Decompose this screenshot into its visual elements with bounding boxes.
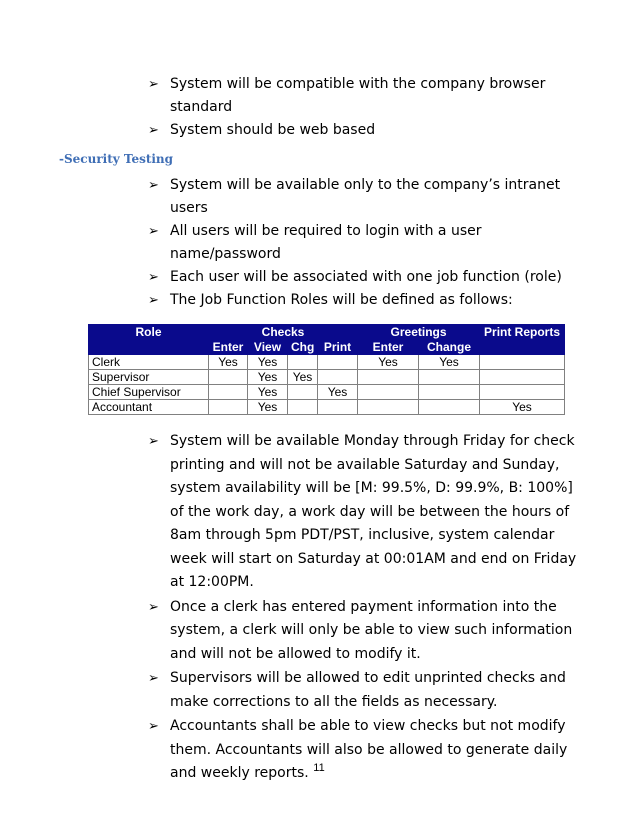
greetings-enter-cell [358, 400, 419, 415]
header-print-reports: Print Reports [480, 325, 565, 340]
security-bullet-list [148, 174, 578, 312]
header-blank [480, 340, 565, 355]
checks-view-cell: Yes [248, 400, 288, 415]
checks-print-cell [318, 370, 358, 385]
checks-chg-cell [288, 355, 318, 370]
checks-enter-cell [209, 370, 248, 385]
print-reports-cell [480, 355, 565, 370]
bullet-text: The Job Function Roles will be defined as follows: [170, 292, 513, 308]
bullet-item [148, 220, 578, 266]
bullet-item [148, 667, 578, 714]
print-reports-cell [480, 370, 565, 385]
arrow-bullet-icon: ➢ [148, 178, 159, 193]
header-checks-enter: Enter [209, 340, 248, 355]
bullet-item [148, 119, 578, 142]
arrow-bullet-icon: ➢ [148, 293, 159, 308]
role-name-cell: Supervisor [89, 370, 209, 385]
header-checks-print: Print [318, 340, 358, 355]
table-row [89, 355, 565, 370]
bullet-item [148, 430, 578, 595]
header-checks: Checks [209, 325, 358, 340]
checks-view-cell: Yes [248, 370, 288, 385]
bullet-text: System should be web based [170, 122, 376, 138]
greetings-change-cell [419, 400, 480, 415]
table-row [89, 385, 565, 400]
bullet-text: Supervisors will be allowed to edit unprinted checks and make corrections to all the fields as necessary. [170, 670, 566, 710]
checks-view-cell: Yes [248, 385, 288, 400]
greetings-change-cell [419, 370, 480, 385]
role-name-cell: Accountant [89, 400, 209, 415]
checks-enter-cell [209, 400, 248, 415]
header-blank [89, 340, 209, 355]
arrow-bullet-icon: ➢ [148, 77, 159, 92]
arrow-bullet-icon: ➢ [148, 270, 159, 285]
arrow-bullet-icon: ➢ [148, 719, 159, 734]
bullet-text: System will be compatible with the company browser standard [170, 76, 546, 115]
arrow-bullet-icon: ➢ [148, 123, 159, 138]
greetings-enter-cell [358, 385, 419, 400]
checks-chg-cell: Yes [288, 370, 318, 385]
availability-bullet-list [148, 430, 578, 787]
bullet-text: Once a clerk has entered payment information into the system, a clerk will only be able to view such information and will not be allowed to modify it. [170, 598, 573, 662]
intro-bullet-list [148, 73, 578, 142]
checks-print-cell: Yes [318, 385, 358, 400]
bullet-item [148, 174, 578, 220]
greetings-enter-cell: Yes [358, 355, 419, 370]
print-reports-cell: Yes [480, 400, 565, 415]
header-checks-view: View [248, 340, 288, 355]
checks-print-cell [318, 400, 358, 415]
job-function-roles-table [88, 324, 565, 415]
role-name-cell: Clerk [89, 355, 209, 370]
bullet-item [148, 266, 578, 289]
arrow-bullet-icon: ➢ [148, 224, 159, 239]
checks-print-cell [318, 355, 358, 370]
role-name-cell: Chief Supervisor [89, 385, 209, 400]
checks-view-cell: Yes [248, 355, 288, 370]
page-number: 11 [313, 762, 325, 774]
header-greetings-enter: Enter [358, 340, 419, 355]
bullet-item [148, 596, 578, 667]
checks-enter-cell [209, 385, 248, 400]
greetings-change-cell [419, 385, 480, 400]
bullet-text: System will be available Monday through Friday for check printing and will not be available Saturday and Sunday, system availability will be [M: 99.5%, D: 99.9%, B: 100%] of the work day, a work day will be between the hours of 8am through 5pm PDT/PST, inclusive, system calendar week will start on Saturday at 00:01AM and end on Friday at 12:00PM. [170, 433, 577, 590]
bullet-item [148, 73, 578, 119]
bullet-text: System will be available only to the company’s intranet users [170, 177, 561, 216]
checks-chg-cell [288, 400, 318, 415]
greetings-enter-cell [358, 370, 419, 385]
header-role: Role [89, 325, 209, 340]
print-reports-cell [480, 385, 565, 400]
bullet-item [148, 289, 578, 312]
header-greetings: Greetings [358, 325, 480, 340]
header-checks-chg: Chg [288, 340, 318, 355]
checks-enter-cell: Yes [209, 355, 248, 370]
arrow-bullet-icon: ➢ [148, 599, 159, 615]
bullet-text: Accountants shall be able to view checks but not modify them. Accountants will also be allowed to generate daily and weekly reports. [170, 718, 568, 781]
header-greetings-change: Change [419, 340, 480, 355]
section-heading: -Security Testing [59, 152, 174, 166]
arrow-bullet-icon: ➢ [148, 434, 159, 449]
checks-chg-cell [288, 385, 318, 400]
table-row [89, 400, 565, 415]
greetings-change-cell: Yes [419, 355, 480, 370]
table-group-header-row [89, 325, 565, 340]
table-sub-header-row [89, 340, 565, 355]
bullet-item [148, 715, 578, 786]
table-row [89, 370, 565, 385]
bullet-text: Each user will be associated with one job function (role) [170, 269, 562, 285]
arrow-bullet-icon: ➢ [148, 671, 159, 686]
bullet-text: All users will be required to login with a user name/password [170, 223, 482, 262]
